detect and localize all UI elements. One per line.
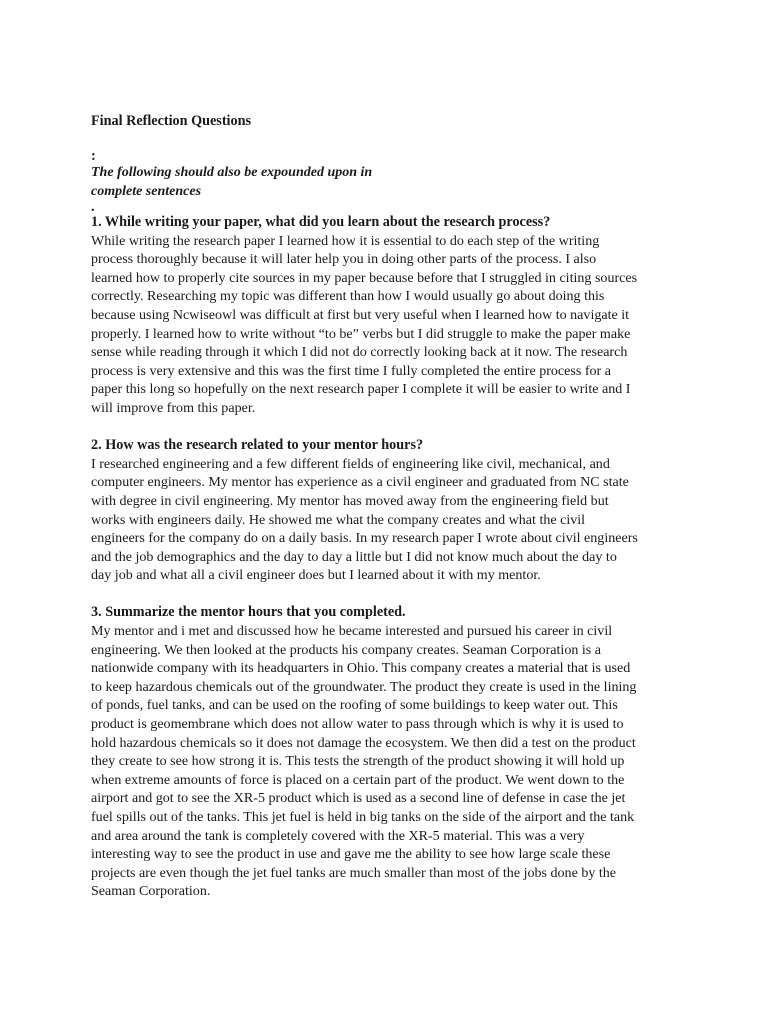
- answer-line: day job and what all a civil engineer does but I learned about it with my mentor.: [91, 567, 541, 584]
- answer-line: hold hazardous chemicals so it does not damage the ecosystem. We then did a test on the product: [91, 734, 636, 751]
- question-3: 3. Summarize the mentor hours that you completed.: [91, 604, 406, 621]
- answer-line: My mentor and i met and discussed how he became interested and pursued his career in civil: [91, 623, 613, 640]
- answer-line: engineering. We then looked at the products his company creates. Seaman Corporation is a: [91, 641, 602, 658]
- answer-line: because using Ncwiseowl was difficult at first but very useful when I learned how to navigate it: [91, 306, 630, 323]
- answer-3: [91, 622, 685, 901]
- answer-line: will improve from this paper.: [91, 399, 256, 416]
- answer-line: properly. I learned how to write without “to be” verbs but I did struggle to make the paper make: [91, 325, 631, 342]
- answer-line: correctly. Researching my topic was different than how I would usually go about doing this: [91, 288, 605, 305]
- answer-line: they create to see how strong it is. This tests the strength of the product showing it will hold up: [91, 753, 625, 770]
- answer-line: and area around the tank is completely covered with the XR-5 material. This was a very: [91, 827, 585, 844]
- question-1: 1. While writing your paper, what did you learn about the research process?: [91, 214, 551, 230]
- section-1: [91, 213, 681, 418]
- answer-2: [91, 455, 685, 585]
- instruction-line: complete sentences: [91, 184, 202, 199]
- answer-line: engineers for the company do on a daily basis. In my research paper I wrote about civil engineers: [91, 530, 638, 547]
- section-3: [91, 603, 681, 901]
- instruction-line: The following should also be expounded upon in: [91, 165, 373, 180]
- answer-line: paper this long so hopefully on the next research paper I complete it will be easier to write and I: [91, 381, 631, 398]
- answer-line: product is geomembrane which does not allow water to pass through which is why it is used to: [91, 716, 624, 733]
- answer-line: to keep hazardous chemicals out of the groundwater. The product they create is used in the lining: [91, 678, 637, 695]
- answer-line: sense while reading through it which I did not do correctly looking back at it now. The research: [91, 344, 628, 361]
- answer-line: works with engineers daily. He showed me what the company creates and what the civil: [91, 511, 586, 528]
- answer-line: with degree in civil engineering. My mentor has moved away from the engineering field but: [91, 492, 609, 509]
- answer-line: process thoroughly because it will later help you in doing other parts of the process. I also: [91, 251, 597, 268]
- answer-line: fuel spills out of the tanks. This jet fuel is held in big tanks on the side of the airport and the tank: [91, 809, 635, 825]
- answer-1: [91, 232, 685, 418]
- answer-line: While writing the research paper I learned how it is essential to do each step of the writing: [91, 232, 600, 249]
- answer-line: I researched engineering and a few different fields of engineering like civil, mechanical, and: [91, 455, 610, 472]
- answer-line: interesting way to see the product in use and gave me the ability to see how large scale these: [91, 846, 611, 863]
- question-2: 2. How was the research related to your mentor hours?: [91, 437, 424, 454]
- document-title: Final Reflection Questions: [91, 113, 251, 129]
- instruction-text: [91, 163, 421, 201]
- section-2: [91, 436, 681, 585]
- answer-line: projects are even though the jet fuel tanks are much smaller than most of the jobs done by the: [91, 864, 617, 881]
- answer-line: Seaman Corporation.: [91, 883, 211, 900]
- colon-mark: :: [91, 148, 96, 164]
- answer-line: process is very extensive and this was the first time I fully completed the entire process for a: [91, 362, 611, 379]
- answer-line: when extreme amounts of force is placed on a certain part of the product. We went down to the: [91, 771, 625, 788]
- answer-line: and the job demographics and the day to day a little but I did not know much about the day to: [91, 548, 617, 565]
- answer-line: of ponds, fuel tanks, and can be used on the roofing of some buildings to keep water out. This: [91, 697, 618, 714]
- answer-line: learned how to properly cite sources in my paper because before that I struggled in citing sources: [91, 269, 638, 286]
- answer-line: nationwide company with its headquarters in Ohio. This company creates a material that is used: [91, 660, 631, 677]
- answer-line: computer engineers. My mentor has experience as a civil engineer and graduated from NC state: [91, 474, 629, 491]
- document-page: [91, 112, 681, 920]
- period-mark: .: [91, 199, 95, 215]
- answer-line: airport and got to see the XR-5 product which is used as a second line of defense in case the jet: [91, 790, 626, 807]
